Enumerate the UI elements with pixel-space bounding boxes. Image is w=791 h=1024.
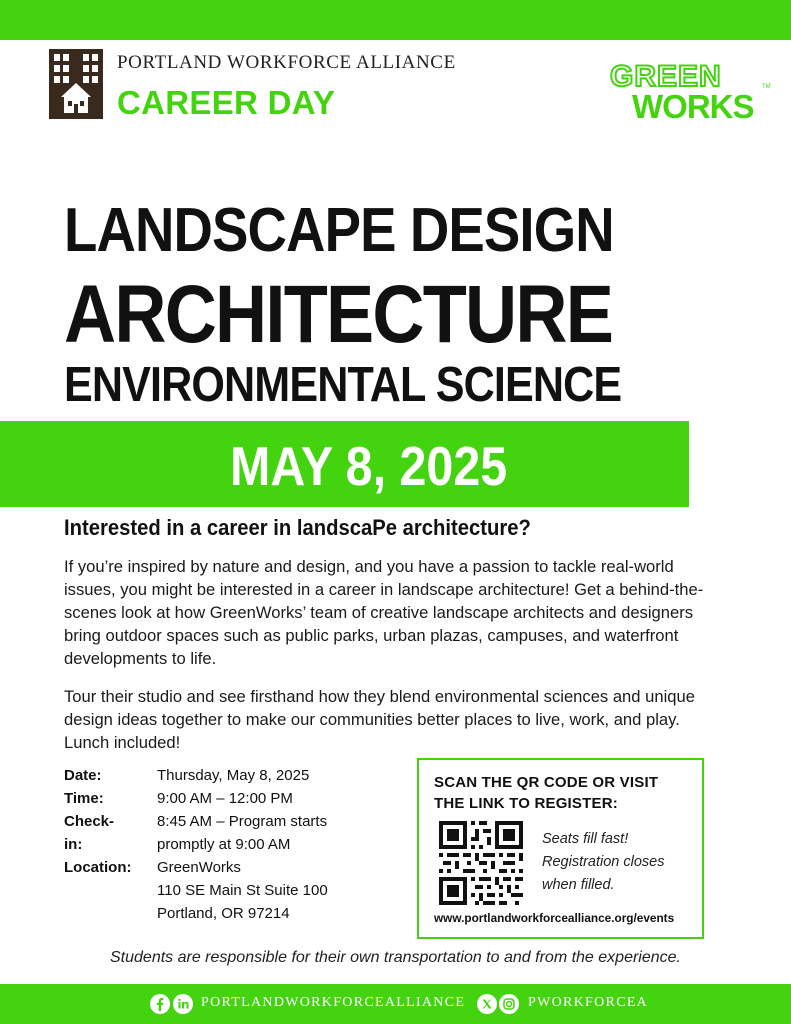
facebook-icon[interactable] <box>150 994 170 1014</box>
org-name: PORTLAND WORKFORCE ALLIANCE <box>117 52 456 73</box>
event-type: CAREER DAY <box>117 84 336 121</box>
greenworks-logo <box>610 60 771 125</box>
title-line-3: ENVIRONMENTAL SCIENCE <box>64 358 622 412</box>
qr-code-icon[interactable] <box>439 821 523 905</box>
date-label: Date: <box>64 767 102 784</box>
trademark-mark: TM <box>762 84 771 90</box>
checkin-label: Check-in: <box>64 813 115 853</box>
intro-paragraph-2: Tour their studio and see firsthand how they blend environmental sciences and unique design ideas together to make our communities better places to live, work, and play. Lunch included! <box>64 687 695 752</box>
location-line3: Portland, OR 97214 <box>157 905 290 922</box>
title-line-2: ARCHITECTURE <box>64 269 613 360</box>
register-link[interactable]: www.portlandworkforcealliance.org/events <box>434 911 675 925</box>
register-title <box>434 772 658 814</box>
greenworks-logo-line1: GREEN <box>610 60 722 93</box>
transport-note: Students are responsible for their own transportation to and from the experience. <box>110 949 681 966</box>
date-banner <box>0 421 689 507</box>
register-title-line2: THE LINK TO REGISTER: <box>434 795 618 812</box>
register-box <box>417 758 704 939</box>
top-accent-bar <box>0 0 791 40</box>
location-line2: 110 SE Main St Suite 100 <box>157 882 328 899</box>
instagram-icon[interactable] <box>499 994 519 1014</box>
linkedin-icon[interactable] <box>173 994 193 1014</box>
date-value: Thursday, May 8, 2025 <box>157 767 310 784</box>
location-line1: GreenWorks <box>157 859 241 876</box>
register-note-line2: Registration closes <box>542 854 665 870</box>
time-label: Time: <box>64 790 104 807</box>
checkin-value-line1: 8:45 AM – Program starts <box>157 813 328 830</box>
checkin-value-line2: promptly at 9:00 AM <box>157 836 291 853</box>
register-title-line1: SCAN THE QR CODE OR VISIT <box>434 774 659 791</box>
register-note-line3: when filled. <box>542 877 615 893</box>
greenworks-logo-line2: WORKS <box>632 88 754 125</box>
register-note <box>542 828 665 897</box>
footer-handle-left[interactable]: PORTLANDWORKFORCEALLIANCE <box>201 995 466 1010</box>
building-logo-icon <box>49 49 103 119</box>
title-line-1: LANDSCAPE DESIGN <box>64 196 614 265</box>
time-value: 9:00 AM – 12:00 PM <box>157 790 293 807</box>
location-label: Location: <box>64 859 132 876</box>
footer-bar <box>0 984 791 1024</box>
footer-handle-right[interactable]: PWORKFORCEA <box>528 995 649 1010</box>
intro-paragraph-1: If you’re inspired by nature and design, and you have a passion to tackle real-world issues, you might be interested in a career in landscape architecture! Get a behind-the-scenes look at how GreenWorks’ team of creative landscape architects and designers bring outdoor spaces such as public parks, urban plazas, campuses, and waterfront developments to life. <box>64 557 704 668</box>
x-icon[interactable] <box>477 994 497 1014</box>
intro-heading: Interested in a career in landscaPe architecture? <box>64 515 531 540</box>
date-banner-text: MAY 8, 2025 <box>230 435 508 497</box>
register-note-line1: Seats fill fast! <box>542 831 629 847</box>
